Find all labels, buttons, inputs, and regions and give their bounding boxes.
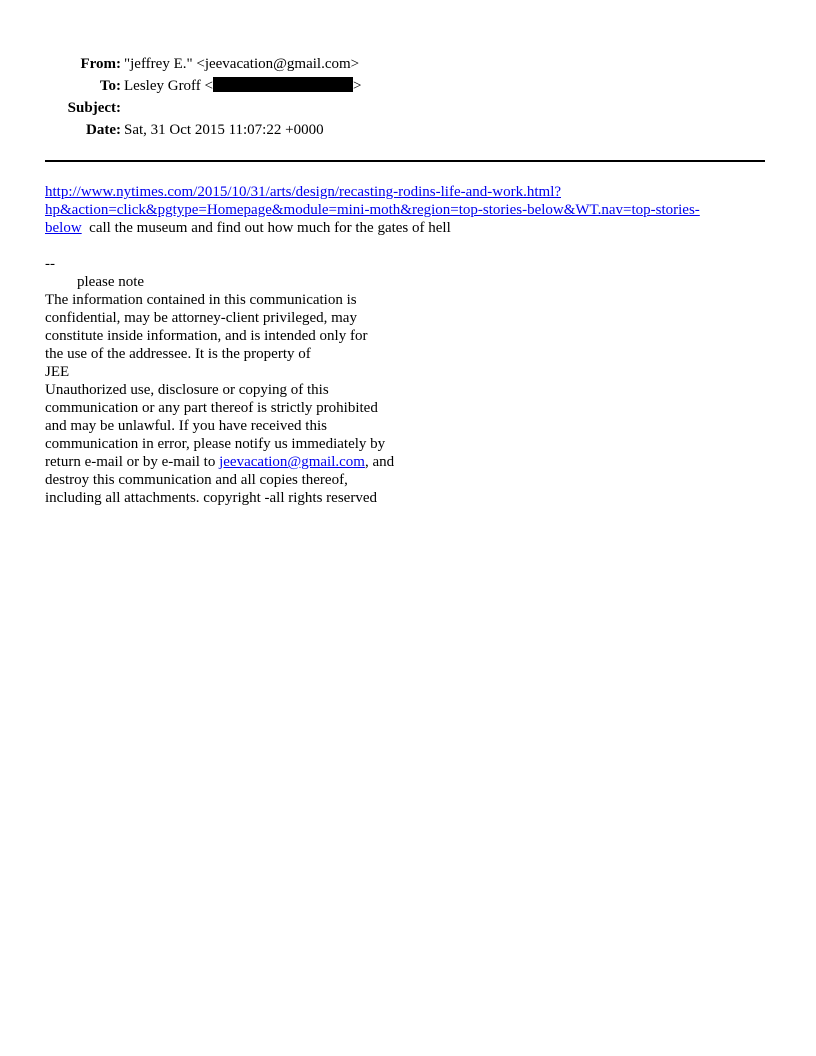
disclaimer-line: destroy this communication and all copies thereof, bbox=[45, 472, 348, 488]
article-link-line-2[interactable]: hp&action=click&pgtype=Homepage&module=mini-moth&region=top-stories-below&WT.nav=top-stories- bbox=[45, 202, 700, 218]
disclaimer-line: Unauthorized use, disclosure or copying of this bbox=[45, 382, 329, 398]
date-label: Date: bbox=[86, 122, 121, 138]
disclaimer-line: including all attachments. copyright -all rights reserved bbox=[45, 490, 377, 506]
disclaimer-line: the use of the addressee. It is the property of bbox=[45, 346, 311, 362]
disclaimer-line: The information contained in this communication is bbox=[45, 292, 357, 308]
to-name: Lesley Groff < bbox=[124, 78, 213, 94]
message-body bbox=[45, 183, 765, 237]
disclaimer-line: communication or any part thereof is strictly prohibited bbox=[45, 400, 378, 416]
article-link-line-3[interactable]: below bbox=[45, 220, 82, 236]
from-value: "jeffrey E." <jeevacation@gmail.com> bbox=[124, 56, 360, 72]
header-divider bbox=[45, 160, 765, 162]
signature-block bbox=[45, 255, 765, 507]
from-label: From: bbox=[80, 56, 121, 72]
disclaimer-line: constitute inside information, and is intended only for bbox=[45, 328, 368, 344]
email-link[interactable]: jeevacation@gmail.com bbox=[219, 454, 365, 470]
to-close: > bbox=[353, 78, 362, 94]
disclaimer-line: communication in error, please notify us immediately by bbox=[45, 436, 386, 452]
return-prefix: return e-mail or by e-mail to bbox=[45, 454, 220, 470]
to-label: To: bbox=[99, 78, 121, 94]
return-suffix: , and bbox=[364, 454, 395, 470]
article-link-line-1[interactable]: http://www.nytimes.com/2015/10/31/arts/design/recasting-rodins-life-and-work.html? bbox=[45, 184, 562, 200]
signature-note: please note bbox=[77, 274, 145, 290]
subject-label: Subject: bbox=[67, 100, 121, 116]
message-text: call the museum and find out how much for the gates of hell bbox=[89, 220, 451, 236]
to-value bbox=[124, 75, 361, 97]
disclaimer-line: JEE bbox=[45, 364, 70, 380]
disclaimer-return-line bbox=[45, 453, 765, 471]
disclaimer-line: and may be unlawful. If you have received this bbox=[45, 418, 327, 434]
disclaimer-line: confidential, may be attorney-client privileged, may bbox=[45, 310, 357, 326]
date-value: Sat, 31 Oct 2015 11:07:22 +0000 bbox=[124, 122, 324, 138]
redaction-box bbox=[213, 77, 353, 92]
signature-separator: -- bbox=[45, 256, 55, 272]
